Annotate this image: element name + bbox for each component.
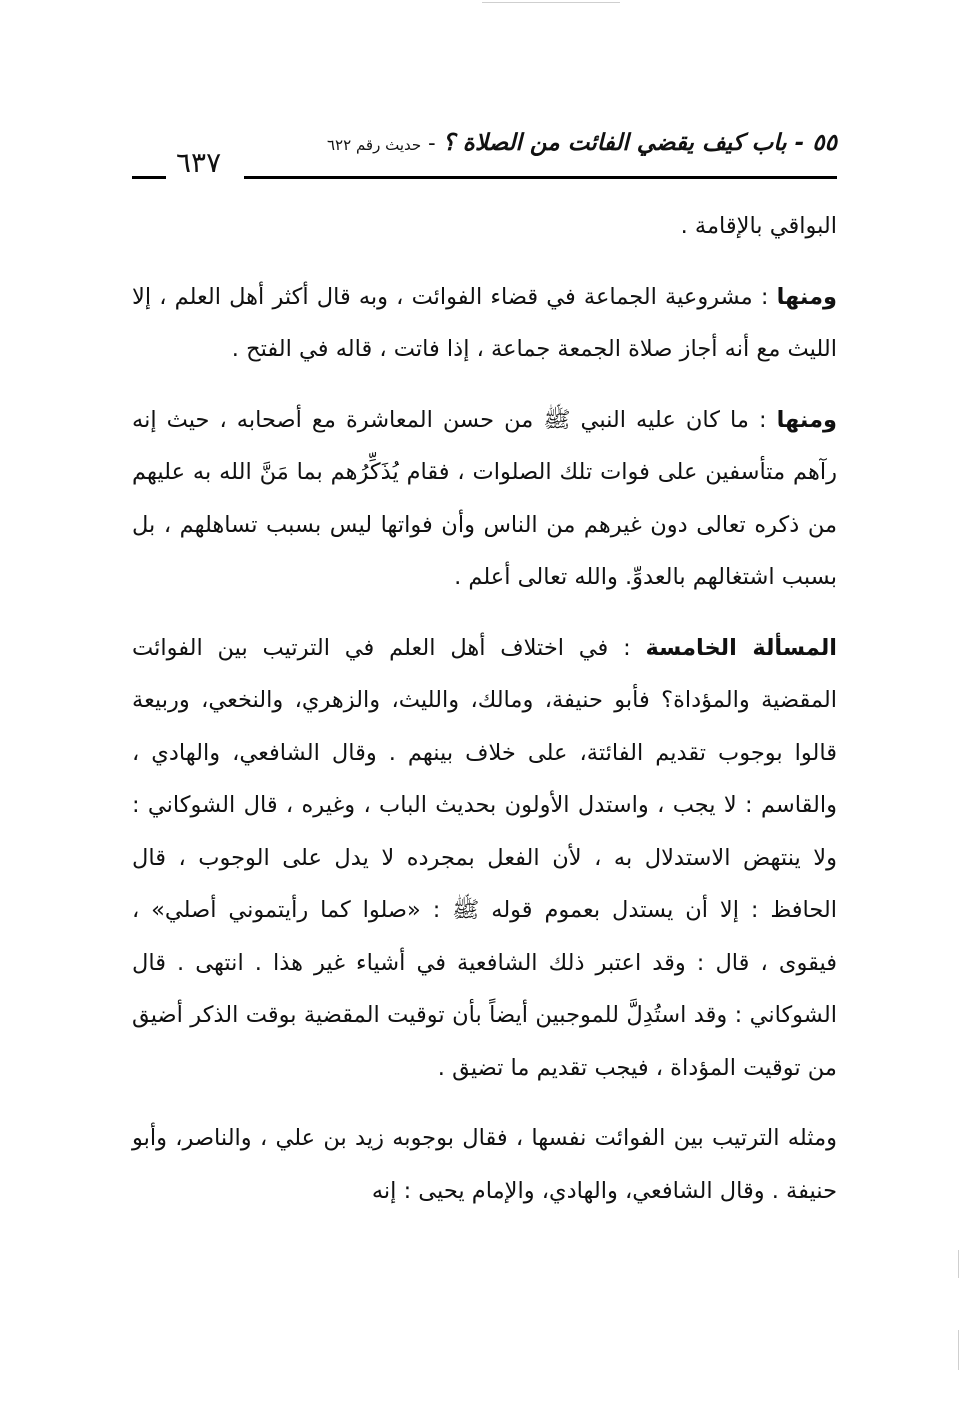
paragraph-lead: ومنها	[776, 406, 837, 433]
paragraph-text: : في اختلاف أهل العلم في الترتيب بين الفوائت المقضية والمؤداة؟ فأبو حنيفة، ومالك، والليث، والزهري، والنخعي، وربيعة قالوا بوجوب تقديم الفائتة، على خلاف بينهم . وقال الشافعي، والهادي ، والقاسم : لا يجب ، واستدل الأولون بحديث الباب ، وغيره ، قال الشوكاني : ولا ينتهض الاستدلال به ، لأن الفعل بمجرده لا يدل على الوجوب ، قال الحافظ : إلا أن يستدل بعموم قوله ﷺ : «صلوا كما رأيتموني أصلي» ، فيقوى ، قال : وقد اعتبر ذلك الشافعية في أشياء غير هذا . انتهى . قال الشوكاني : وقد استُدِلَّ للموجبين أيضاً بأن توقيت المقضية بوقت الذكر أضيق من توقيت المؤداة ، فيجب تقديم ما تضيق .	[132, 634, 837, 1081]
paragraph-lead: ومنها	[776, 283, 837, 310]
paragraph-text: : مشروعية الجماعة في قضاء الفوائت ، وبه قال أكثر أهل العلم ، إلا الليث مع أنه أجاز صلاة الجمعة جماعة ، إذا فاتت ، قاله في الفتح .	[132, 283, 837, 362]
paragraph	[132, 200, 837, 253]
paragraph-text: ومثله الترتيب بين الفوائت نفسها ، فقال بوجوبه زيد بن علي ، والناصر، وأبو حنيفة . وقال الشافعي، والهادي، والإمام يحيى : إنه	[132, 1125, 837, 1204]
page-number: ٦٣٧	[176, 146, 222, 179]
paragraph-lead: المسألة الخامسة	[645, 634, 838, 661]
page-body	[132, 200, 837, 1217]
header-rule	[244, 176, 837, 179]
hadith-reference: حديث رقم ٦٢٢	[327, 136, 422, 154]
paragraph-text: : ما كان عليه النبي ﷺ من حسن المعاشرة مع أصحابه ، حيث إنه رآهم متأسفين على فوات تلك الصلوات ، فقام يُذَكِّرُهم بما مَنَّ الله به عليهم من ذكره تعالى دون غيرهم من الناس وأن فواتها ليس بسبب تساهلهم ، بل بسبب اشتغالهم بالعدوِّ. والله تعالى أعلم .	[132, 406, 837, 590]
page-number-dash	[132, 176, 166, 179]
paragraph-text: البواقي بالإقامة .	[680, 213, 837, 239]
paragraph	[132, 271, 837, 376]
scan-margin-mark	[958, 1330, 959, 1370]
page-header	[132, 120, 837, 190]
running-title	[327, 130, 837, 156]
paragraph	[132, 394, 837, 604]
title-separator: -	[421, 131, 443, 156]
paragraph	[132, 622, 837, 1095]
top-rule	[482, 2, 620, 3]
chapter-title: ٥٥ - باب كيف يقضي الفائت من الصلاة ؟	[442, 130, 837, 156]
paragraph	[132, 1112, 837, 1217]
scan-margin-mark	[958, 1250, 959, 1278]
